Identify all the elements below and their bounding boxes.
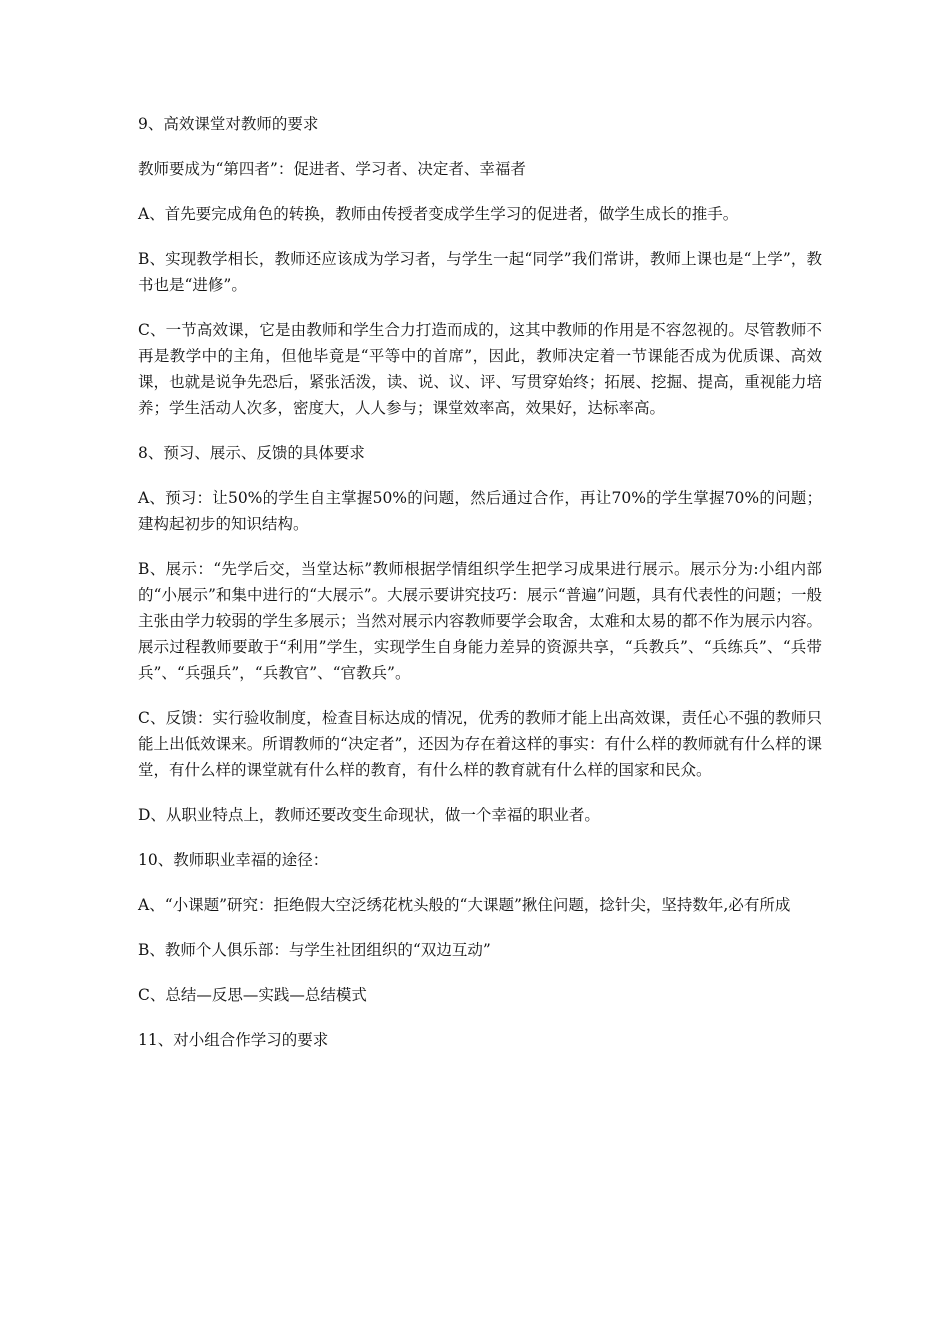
section-heading-10: 10、教师职业幸福的途径： xyxy=(138,851,329,869)
document-page xyxy=(138,111,822,1072)
paragraph-8c: C、反馈：实行验收制度，检查目标达成的情况，优秀的教师才能上出高效课，责任心不强的教师只能上出低效课来。所谓教师的“决定者”，还因为存在着这样的事实：有什么样的教师就有什么样的课堂，有什么样的课堂就有什么样的教育，有什么样的教育就有什么样的国家和民众。 xyxy=(138,709,822,779)
paragraph-9a: A、首先要完成角色的转换，教师由传授者变成学生学习的促进者，做学生成长的推手。 xyxy=(138,205,739,223)
paragraph-8b: B、展示：“先学后交，当堂达标”教师根据学情组织学生把学习成果进行展示。展示分为:小组内部的“小展示”和集中进行的“大展示”。大展示要讲究技巧：展示“普遍”问题，具有代表性的问题；一般主张由学力较弱的学生多展示；当然对展示内容教师要学会取舍，太难和太易的都不作为展示内容。展示过程教师要敢于“利用”学生，实现学生自身能力差异的资源共享，“兵教兵”、“兵练兵”、“兵带兵”、“兵强兵”，“兵教官”、“官教兵”。 xyxy=(138,560,822,682)
section-heading-11: 11、对小组合作学习的要求 xyxy=(138,1031,329,1049)
section-heading-9: 9、高效课堂对教师的要求 xyxy=(138,115,319,133)
paragraph-10c: C、总结—反思—实践—总结模式 xyxy=(138,986,367,1004)
paragraph-8d: D、从职业特点上，教师还要改变生命现状，做一个幸福的职业者。 xyxy=(138,806,600,824)
paragraph-10b: B、教师个人俱乐部：与学生社团组织的“双边互动” xyxy=(138,941,491,959)
paragraph-9c: C、一节高效课，它是由教师和学生合力打造而成的，这其中教师的作用是不容忽视的。尽管教师不再是教学中的主角，但他毕竟是“平等中的首席”，因此，教师决定着一节课能否成为优质课、高效课，也就是说争先恐后，紧张活泼，读、说、议、评、写贯穿始终；拓展、挖掘、提高，重视能力培养；学生活动人次多，密度大，人人参与；课堂效率高，效果好，达标率高。 xyxy=(138,321,822,417)
paragraph-8a: A、预习：让50%的学生自主掌握50%的问题，然后通过合作，再让70%的学生掌握70%的问题；建构起初步的知识结构。 xyxy=(138,489,822,533)
paragraph-9b: B、实现教学相长，教师还应该成为学习者，与学生一起“同学”我们常讲，教师上课也是“上学”，教书也是“进修”。 xyxy=(138,250,822,294)
paragraph-fourth-role: 教师要成为“第四者”：促进者、学习者、决定者、幸福者 xyxy=(138,160,526,178)
paragraph-10a: A、“小课题”研究：拒绝假大空泛绣花枕头般的“大课题”揪住问题，捻针尖，坚持数年,必有所成 xyxy=(138,896,791,914)
section-heading-8: 8、预习、展示、反馈的具体要求 xyxy=(138,444,365,462)
